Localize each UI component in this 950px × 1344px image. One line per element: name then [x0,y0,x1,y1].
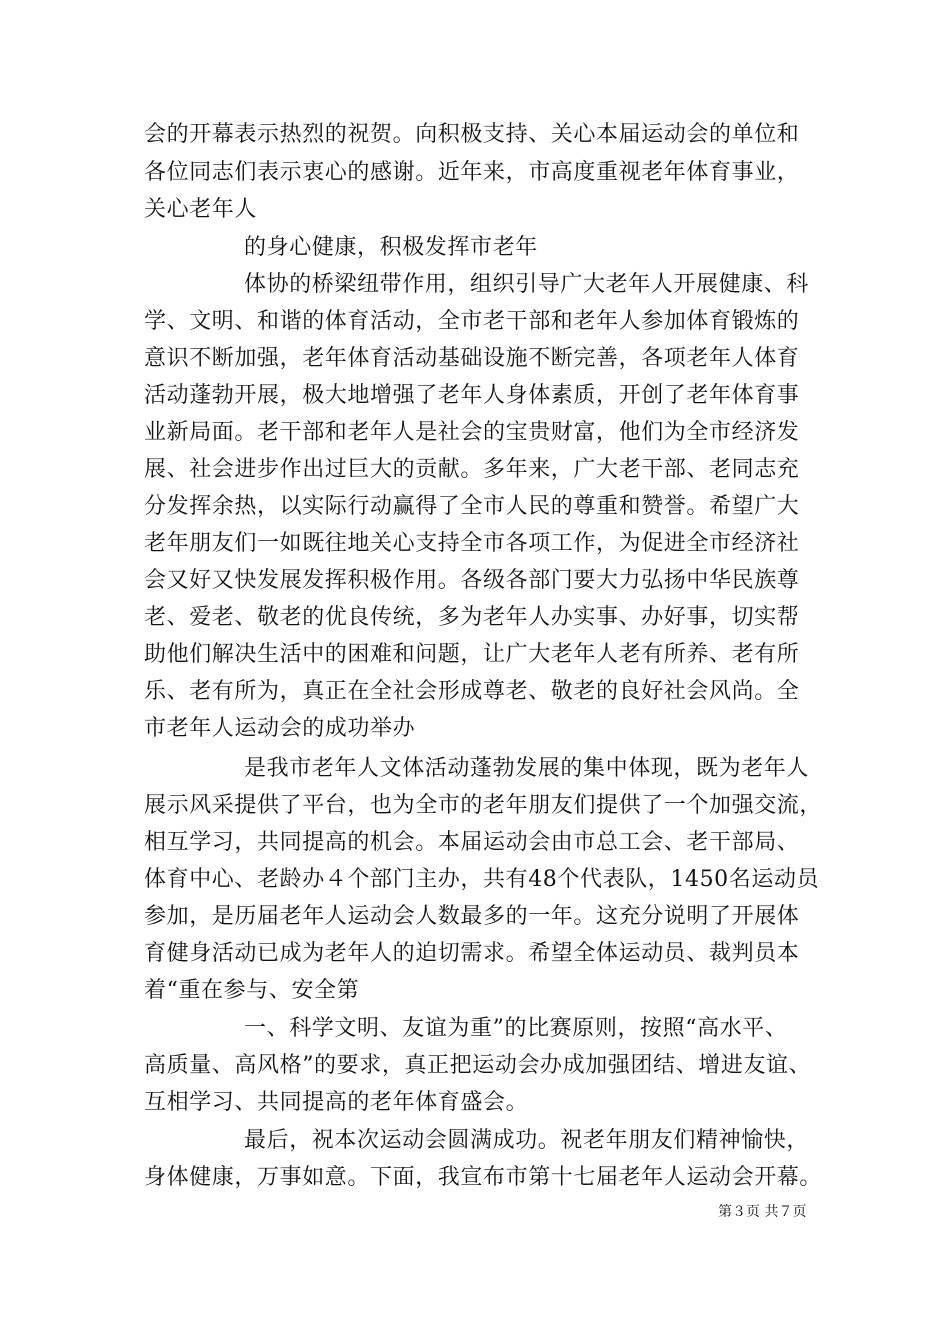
text-line: 展、社会进步作出过巨大的贡献。多年来，广大老干部、老同志充 [144,457,800,482]
page-number: 第３页 共７页 [718,1204,807,1220]
text-line: 相互学习，共同提高的机会。本届运动会由市总工会、老干部局、 [144,830,800,855]
text-line: 着“重在参与、安全第 [144,978,360,1003]
text-line: 身体健康，万事如意。下面，我宣布市第十七届老年人运动会开幕。 [144,1165,823,1190]
text-line: 市老年人运动会的成功举办 [144,716,416,741]
text-line: 分发挥余热，以实际行动赢得了全市人民的尊重和赞誉。希望广大 [144,494,800,519]
text-line: 业新局面。老干部和老年人是社会的宝贵财富，他们为全市经济发 [144,420,800,445]
text-line: 助他们解决生活中的困难和问题，让广大老年人老有所养、老有所 [144,642,800,667]
text-line: 参加，是历届老年人运动会人数最多的一年。这充分说明了开展体 [144,904,800,929]
text-line: 体协的桥梁纽带作用，组织引导广大老年人开展健康、科 [244,272,810,297]
text-line: 互相学习、共同提高的老年体育盛会。 [144,1090,529,1115]
text-line: 会的开幕表示热烈的祝贺。向积极支持、关心本届运动会的单位和 [144,122,800,147]
text-line: 各位同志们表示衷心的感谢。近年来，市高度重视老年体育事业， [144,160,800,185]
text-line: 会又好又快发展发挥积极作用。各级各部门要大力弘扬中华民族尊 [144,568,800,593]
text-line: 活动蓬勃开展，极大地增强了老年人身体素质，开创了老年体育事 [144,383,800,408]
text-line: 的身心健康，积极发挥市老年 [244,235,538,260]
text-line: 学、文明、和谐的体育活动，全市老干部和老年人参加体育锻炼的 [144,309,800,334]
text-line: 高质量、高风格”的要求，真正把运动会办成加强团结、增进友谊、 [144,1053,812,1078]
text-line: 最后，祝本次运动会圆满成功。祝老年朋友们精神愉快， [244,1128,810,1153]
text-line: 展示风采提供了平台，也为全市的老年朋友们提供了一个加强交流， [144,793,823,818]
text-line: 意识不断加强，老年体育活动基础设施不断完善，各项老年人体育 [144,346,800,371]
text-line: 老、爱老、敬老的优良传统，多为老年人办实事、办好事，切实帮 [144,605,800,630]
text-line: 老年朋友们一如既往地关心支持全市各项工作，为促进全市经济社 [144,531,800,556]
text-line: 乐、老有所为，真正在全社会形成尊老、敬老的良好社会风尚。全 [144,679,800,704]
text-line: 是我市老年人文体活动蓬勃发展的集中体现，既为老年人 [244,756,810,781]
text-line: 体育中心、老龄办４个部门主办，共有48个代表队，1450名运动员 [144,867,820,892]
text-line: 关心老年人 [144,197,258,222]
text-line: 育健身活动已成为老年人的迫切需求。希望全体运动员、裁判员本 [144,941,800,966]
text-line: 一、科学文明、友谊为重”的比赛原则，按照“高水平、 [244,1016,788,1041]
